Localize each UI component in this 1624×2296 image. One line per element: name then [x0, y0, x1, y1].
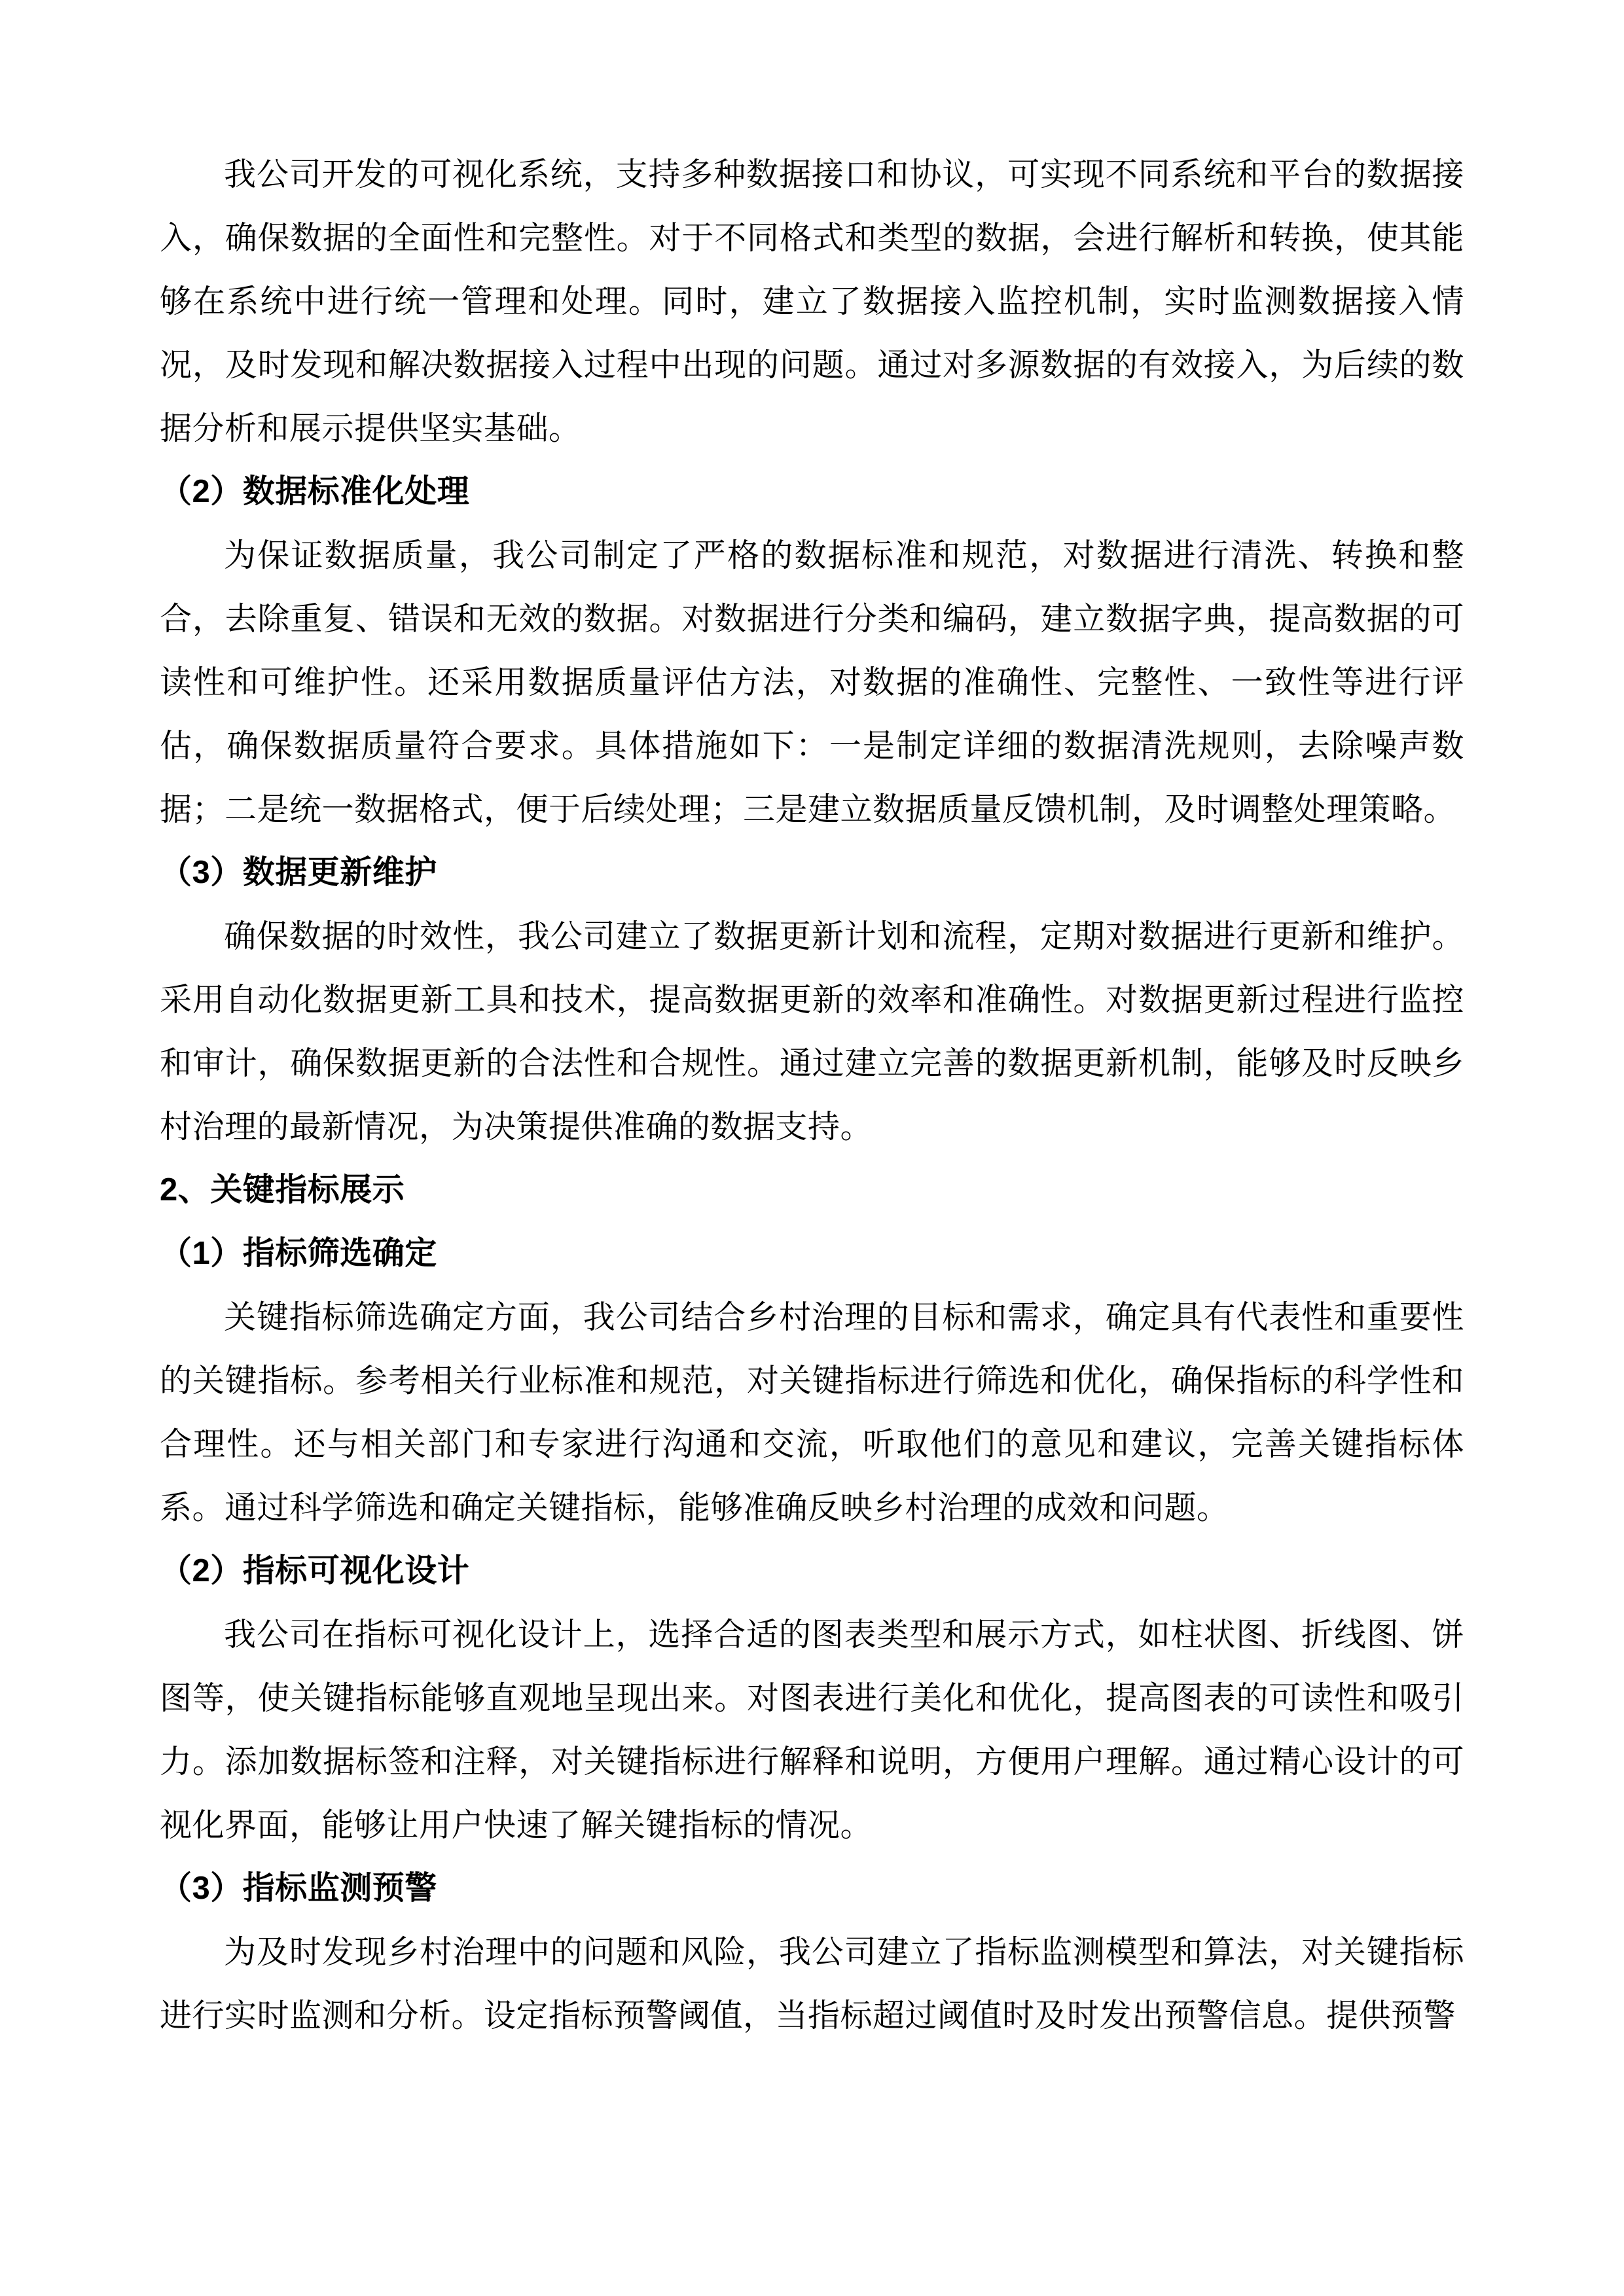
paragraph-data-update-maintenance: 确保数据的时效性，我公司建立了数据更新计划和流程，定期对数据进行更新和维护。采用自动化数据更新工具和技术，提高数据更新的效率和准确性。对数据更新过程进行监控和审计，确保数据更新的合法性和合规性。通过建立完善的数据更新机制，能够及时反映乡村治理的最新情况，为决策提供准确的数据支持。: [160, 918, 1464, 1145]
paragraph-indicator-screening: 关键指标筛选确定方面，我公司结合乡村治理的目标和需求，确定具有代表性和重要性的关键指标。参考相关行业标准和规范，对关键指标进行筛选和优化，确保指标的科学性和合理性。还与相关部门和专家进行沟通和交流，听取他们的意见和建议，完善关键指标体系。通过科学筛选和确定关键指标，能够准确反映乡村治理的成效和问题。: [160, 1299, 1464, 1526]
heading-data-standardization: （2）数据标准化处理: [160, 474, 470, 509]
heading-indicator-visualization-design: （2）指标可视化设计: [160, 1553, 470, 1588]
heading-key-indicator-display: 2、关键指标展示: [160, 1172, 405, 1208]
paragraph-indicator-visualization-design: 我公司在指标可视化设计上，选择合适的图表类型和展示方式，如柱状图、折线图、饼图等，使关键指标能够直观地呈现出来。对图表进行美化和优化，提高图表的可读性和吸引力。添加数据标签和注释，对关键指标进行解释和说明，方便用户理解。通过精心设计的可视化界面，能够让用户快速了解关键指标的情况。: [160, 1617, 1464, 1843]
heading-data-update-maintenance: （3）数据更新维护: [160, 855, 437, 890]
heading-indicator-screening: （1）指标筛选确定: [160, 1236, 437, 1271]
heading-indicator-monitoring-warning: （3）指标监测预警: [160, 1871, 437, 1906]
paragraph-data-standardization: 为保证数据质量，我公司制定了严格的数据标准和规范，对数据进行清洗、转换和整合，去除重复、错误和无效的数据。对数据进行分类和编码，建立数据字典，提高数据的可读性和可维护性。还采用数据质量评估方法，对数据的准确性、完整性、一致性等进行评估，确保数据质量符合要求。具体措施如下：一是制定详细的数据清洗规则，去除噪声数据；二是统一数据格式，便于后续处理；三是建立数据质量反馈机制，及时调整处理策略。: [160, 537, 1464, 827]
paragraph-data-access-intro: 我公司开发的可视化系统，支持多种数据接口和协议，可实现不同系统和平台的数据接入，确保数据的全面性和完整性。对于不同格式和类型的数据，会进行解析和转换，使其能够在系统中进行统一管理和处理。同时，建立了数据接入监控机制，实时监测数据接入情况，及时发现和解决数据接入过程中出现的问题。通过对多源数据的有效接入，为后续的数据分析和展示提供坚实基础。: [160, 156, 1464, 446]
paragraph-indicator-monitoring-warning: 为及时发现乡村治理中的问题和风险，我公司建立了指标监测模型和算法，对关键指标进行实时监测和分析。设定指标预警阈值，当指标超过阈值时及时发出预警信息。提供预警: [160, 1934, 1464, 2034]
